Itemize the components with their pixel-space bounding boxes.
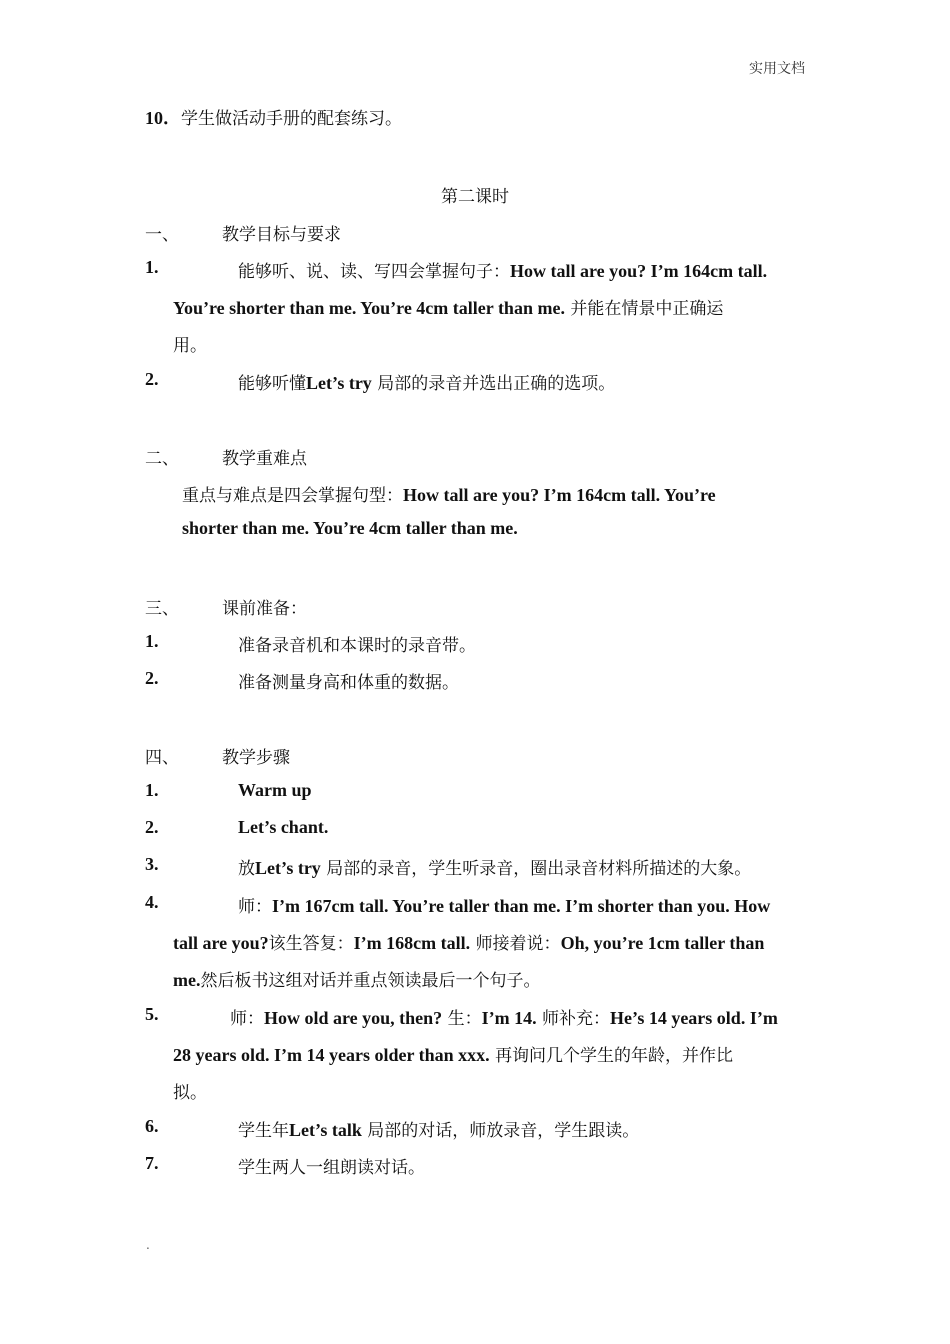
s4-item-3-post: 局部的录音，学生听录音，圈出录音材料所描述的大象。 — [326, 859, 752, 879]
s4-item-5-en-1a: How old are you, then? — [264, 1008, 443, 1028]
s4-item-6-number: 6. — [145, 1116, 159, 1136]
section-2-number: 二、 — [145, 449, 179, 469]
s4-item-5-line-1 — [230, 1004, 778, 1029]
s4-item-7-text: 学生两人一组朗读对话。 — [238, 1158, 425, 1178]
s4-item-4-en-2c: Oh, you’re 1cm taller than — [560, 933, 765, 953]
s4-item-5-en-2: 28 years old. I’m 14 years older than xxx. — [173, 1045, 490, 1065]
s4-item-4-cn-3: 然后板书这组对话并重点领读最后一个句子。 — [200, 971, 541, 991]
s4-item-4-cn-1: 师： — [238, 897, 272, 917]
s1-item-2-line — [238, 369, 615, 394]
s4-item-3-number: 3. — [145, 854, 159, 874]
footer-mark: . — [146, 1238, 150, 1252]
s4-item-6-pre: 学生年 — [238, 1121, 289, 1141]
s4-item-4-en-1: I’m 167cm tall. You’re taller than me. I’m shorter than you. How — [272, 896, 771, 916]
s1-item-2-number: 2. — [145, 369, 159, 389]
s4-item-1-text: Warm up — [238, 780, 312, 800]
s4-item-2-number: 2. — [145, 817, 159, 837]
s1-item-1-en-2: You’re shorter than me. You’re 4cm taller than me. — [173, 298, 565, 318]
s1-item-2-post: 局部的录音并选出正确的选项。 — [377, 374, 616, 394]
s4-item-6-post: 局部的对话，师放录音，学生跟读。 — [367, 1121, 640, 1141]
section-4-title: 教学步骤 — [222, 748, 290, 768]
s4-item-5-number: 5. — [145, 1004, 159, 1024]
section-1-number: 一、 — [145, 225, 179, 245]
s4-item-5-cn-1b: 生： — [447, 1009, 482, 1029]
s2-en-2: shorter than me. You’re 4cm taller than me. — [182, 518, 518, 538]
s4-item-3-en: Let’s try — [255, 858, 321, 878]
s2-cn: 重点与难点是四会掌握句型： — [182, 486, 403, 506]
section-2-title: 教学重难点 — [222, 449, 307, 469]
s4-item-6-en: Let’s talk — [289, 1120, 362, 1140]
s1-item-1-line-1 — [238, 257, 767, 282]
s4-item-4-line-1 — [238, 892, 770, 917]
s4-item-7-number: 7. — [145, 1153, 159, 1173]
s1-item-1-cn: 能够听、说、读、写四会掌握句子： — [238, 262, 510, 282]
s4-item-5-en-1b: I’m 14. — [481, 1008, 537, 1028]
s4-item-5-cn-1c: 师补充： — [542, 1009, 610, 1029]
s4-item-2-text: Let’s chant. — [238, 817, 329, 837]
top-item-number: 10． — [145, 108, 181, 128]
header-note: 实用文档 — [749, 61, 805, 77]
s4-item-4-line-3 — [173, 966, 540, 991]
s3-item-1-number: 1. — [145, 631, 159, 651]
lesson-title: 第二课时 — [441, 187, 509, 207]
s4-item-5-line-3: 拟。 — [173, 1083, 207, 1103]
s4-item-4-en-3: me. — [173, 970, 201, 990]
s4-item-4-number: 4. — [145, 892, 159, 912]
s3-item-1-text: 准备录音机和本课时的录音带。 — [238, 636, 476, 656]
s1-item-1-cn-2: 并能在情景中正确运 — [570, 299, 724, 319]
top-item-text: 学生做活动手册的配套练习。 — [181, 109, 402, 129]
s1-item-1-line-3: 用。 — [173, 336, 207, 356]
s3-item-2-number: 2. — [145, 668, 159, 688]
s4-item-4-en-2b: I’m 168cm tall. — [353, 933, 471, 953]
s1-item-1-en: How tall are you? I’m 164cm tall. — [510, 261, 768, 281]
s4-item-4-cn-2a: 该生答复： — [268, 934, 354, 954]
s4-item-3-pre: 放 — [238, 859, 255, 879]
s4-item-5-cn-1a: 师： — [230, 1009, 264, 1029]
s4-item-6-line — [238, 1116, 639, 1141]
section-3-title: 课前准备： — [222, 599, 307, 619]
s4-item-3-line — [238, 854, 751, 879]
s1-item-1-number: 1. — [145, 257, 159, 277]
s2-line-1 — [182, 481, 716, 506]
s1-item-1-line-2 — [173, 294, 723, 319]
s4-item-5-line-2 — [173, 1041, 733, 1066]
s2-line-2 — [182, 518, 518, 539]
s4-item-1-number: 1. — [145, 780, 159, 800]
top-item — [145, 108, 402, 129]
s4-item-5-en-1c: He’s 14 years old. I’m — [610, 1008, 778, 1028]
s4-item-5-cn-2: 再询问几个学生的年龄，并作比 — [495, 1046, 734, 1066]
s1-item-2-pre: 能够听懂 — [238, 374, 306, 394]
s2-en: How tall are you? I’m 164cm tall. You’re — [403, 485, 716, 505]
s3-item-2-text: 准备测量身高和体重的数据。 — [238, 673, 459, 693]
s4-item-4-line-2 — [173, 929, 764, 954]
s4-item-4-cn-2b: 师接着说： — [475, 934, 561, 954]
section-1-title: 教学目标与要求 — [222, 225, 341, 245]
s1-item-2-en: Let’s try — [306, 373, 372, 393]
section-4-number: 四、 — [145, 748, 179, 768]
s4-item-4-en-2a: tall are you? — [173, 933, 269, 953]
section-3-number: 三、 — [145, 599, 179, 619]
